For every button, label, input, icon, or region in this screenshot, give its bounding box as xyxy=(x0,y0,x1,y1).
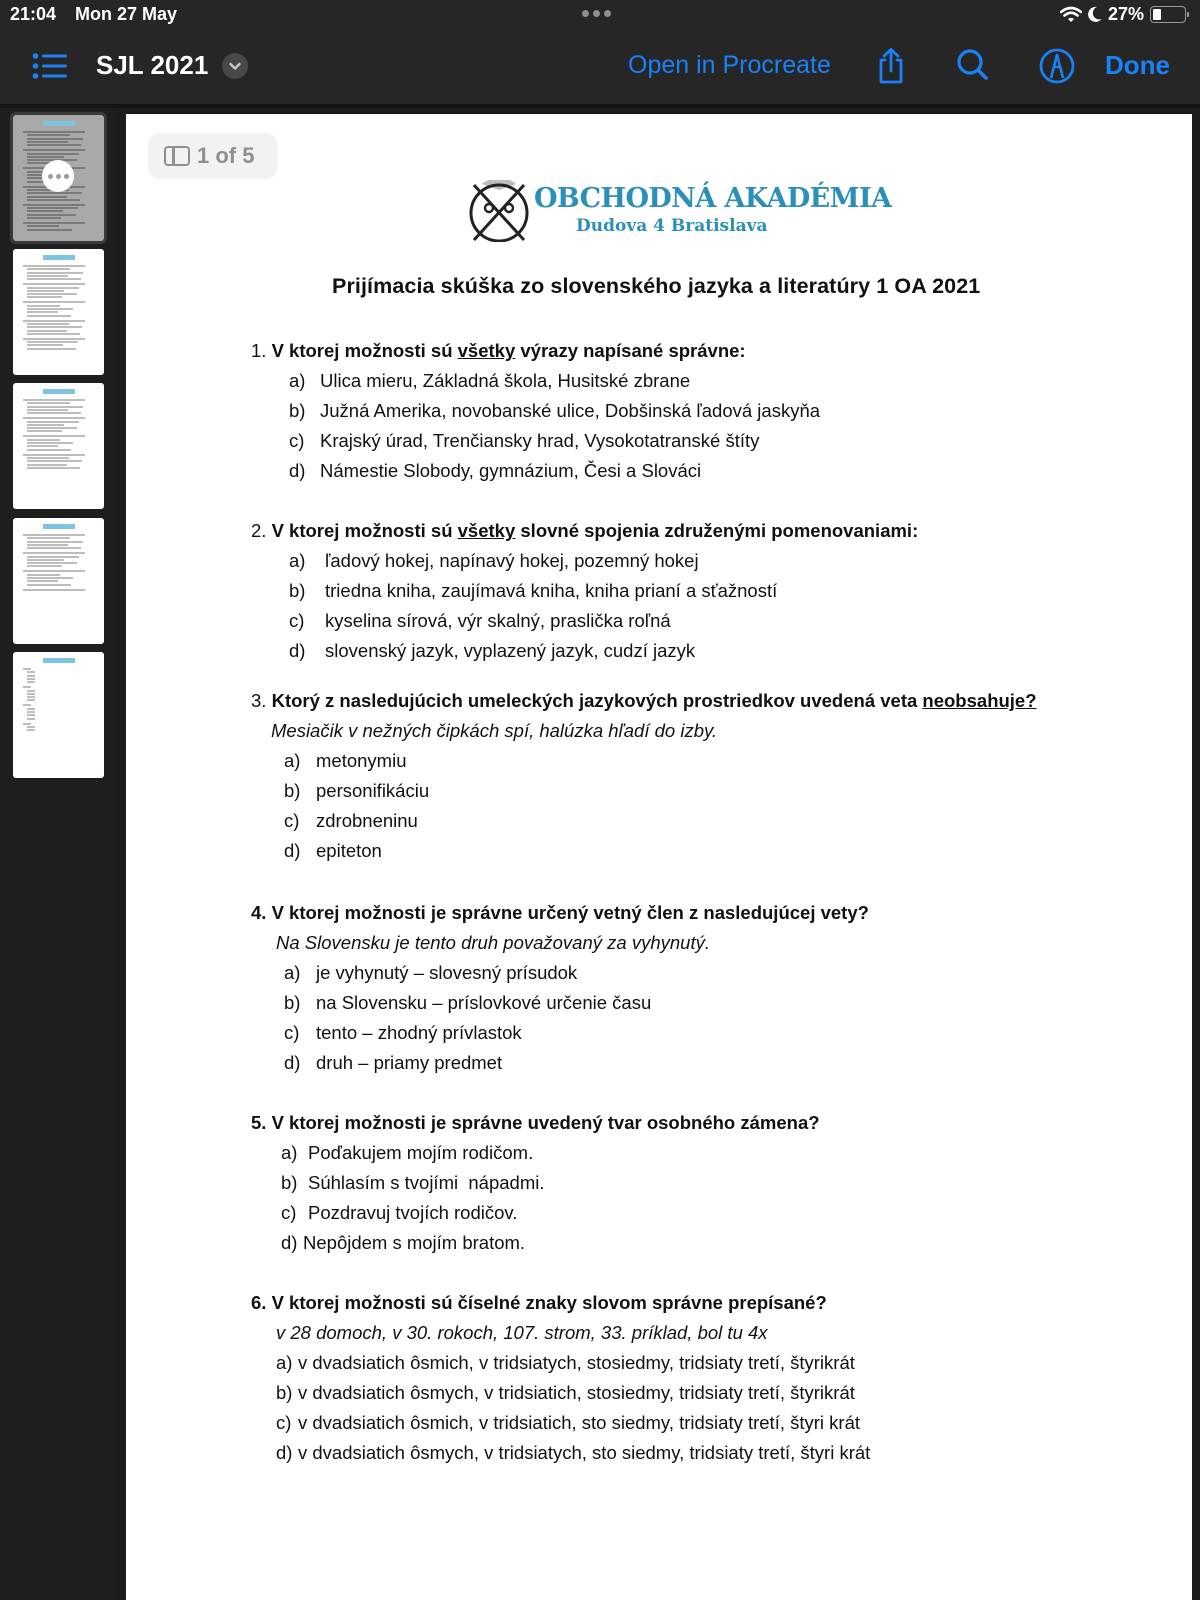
question-emphasis: neobsahuje? xyxy=(922,690,1037,711)
thumbnail-text-line xyxy=(27,311,58,313)
thumbnail-text-line xyxy=(23,149,85,151)
thumbnail-text-line xyxy=(23,131,85,133)
option-text: Nepôjdem s mojím bratom. xyxy=(303,1232,526,1253)
thumbnail-logo xyxy=(43,524,75,529)
thumbnail-text-line xyxy=(27,348,76,350)
question-number: 5. xyxy=(251,1112,267,1133)
option-letter: a) xyxy=(289,370,306,391)
option-text: Súhlasím s tvojími nápadmi. xyxy=(308,1172,545,1193)
question-text: slovné spojenia združenými pomenovaniami: xyxy=(515,520,919,541)
battery-icon xyxy=(1150,6,1186,23)
option-1b xyxy=(289,400,820,422)
option-letter: d) xyxy=(284,1052,301,1073)
thumbnail-text-line xyxy=(23,534,85,536)
thumbnail-text-line xyxy=(27,344,63,346)
wifi-icon xyxy=(1060,6,1082,23)
thumbnail-text-line xyxy=(23,265,85,267)
thumbnail-text-line xyxy=(23,668,31,670)
thumbnail-text-line xyxy=(27,144,81,146)
option-text: epiteton xyxy=(316,840,382,861)
thumbnail-text-line xyxy=(23,723,31,725)
thumbnail-text-line xyxy=(27,412,81,414)
option-letter: d) xyxy=(281,1232,298,1253)
thumbnail-text-line xyxy=(27,287,79,289)
option-letter: c) xyxy=(284,810,300,831)
option-text: Krajský úrad, Trenčiansky hrad, Vysokotatranské štíty xyxy=(320,430,760,451)
thumbnail-text-line xyxy=(27,574,60,576)
option-text: Pozdravuj tvojích rodičov. xyxy=(308,1202,518,1223)
option-5c xyxy=(281,1202,517,1224)
thumbnail-text-line xyxy=(27,457,69,459)
option-text: Južná Amerika, novobanské ulice, Dobšinská ľadová jaskyňa xyxy=(320,400,821,421)
page-thumbnail-2[interactable] xyxy=(13,249,104,375)
thumbnail-text-line xyxy=(27,424,64,426)
page-thumbnail-4[interactable] xyxy=(13,518,104,644)
option-text: v dvadsiatich ôsmich, v tridsiatych, stosiedmy, tridsiaty tretí, štyrikrát xyxy=(298,1352,855,1373)
multitasking-dots-icon[interactable] xyxy=(582,10,611,17)
thumbnail-text-line xyxy=(27,427,77,429)
question-emphasis: všetky xyxy=(457,520,516,541)
option-letter: b) xyxy=(284,992,301,1013)
thumbnail-text-line xyxy=(27,421,79,423)
thumbnail-text-line xyxy=(23,704,31,706)
option-text: v dvadsiatich ôsmych, v tridsiatych, sto siedmy, tridsiaty tretí, štyri krát xyxy=(298,1442,871,1463)
option-text: slovenský jazyk, vyplazený jazyk, cudzí jazyk xyxy=(325,640,696,661)
question-6 xyxy=(251,1292,827,1314)
thumbnail-text-line xyxy=(27,326,82,328)
open-in-procreate-button[interactable]: Open in Procreate xyxy=(628,51,831,79)
search-icon[interactable] xyxy=(953,46,993,86)
option-text: triedna kniha, zaujímavá kniha, kniha prianí a sťažností xyxy=(325,580,778,601)
question-2 xyxy=(251,520,918,542)
thumbnail-text-line xyxy=(27,442,73,444)
pdf-toolbar xyxy=(0,30,1200,104)
thumbnail-text-line xyxy=(23,552,85,554)
question-text: V ktorej možnosti sú xyxy=(271,340,458,361)
option-6d xyxy=(276,1442,870,1464)
thumbnail-text-line xyxy=(27,308,73,310)
option-letter: a) xyxy=(289,550,306,571)
option-letter: d) xyxy=(284,840,301,861)
thumbnail-text-line xyxy=(27,711,35,713)
status-bar xyxy=(0,0,1200,30)
thumbnail-text-line xyxy=(27,678,35,680)
thumbnail-text-line xyxy=(23,204,85,206)
option-text: tento – zhodný prívlastok xyxy=(316,1022,522,1043)
document-title[interactable]: SJL 2021 xyxy=(96,50,209,80)
thumbnail-text-line xyxy=(27,196,67,198)
option-text: zdrobneninu xyxy=(316,810,418,831)
thumbnail-text-line xyxy=(27,726,35,728)
owl-logo-icon xyxy=(468,180,530,242)
thumbnail-text-line xyxy=(27,199,80,201)
question-number: 1. xyxy=(251,340,267,361)
thumbnail-text-line xyxy=(27,409,68,411)
option-2d xyxy=(289,640,695,662)
thumbnail-text-line xyxy=(27,293,77,295)
thumbnail-text-line xyxy=(27,214,76,216)
question-number: 4. xyxy=(251,902,267,923)
thumbnail-text-line xyxy=(27,708,35,710)
thumbnail-text-line xyxy=(23,417,85,419)
option-letter: a) xyxy=(281,1142,298,1163)
thumbnail-text-line xyxy=(27,577,73,579)
question-6-example: v 28 domoch, v 30. rokoch, 107. strom, 33. príklad, bol tu 4x xyxy=(276,1322,768,1343)
thumbnail-text-line xyxy=(27,217,61,219)
status-time: 21:04 xyxy=(10,4,57,24)
page-thumbnail-3[interactable] xyxy=(13,383,104,509)
option-4a xyxy=(284,962,577,984)
share-icon[interactable] xyxy=(871,46,911,86)
thumbnail-logo xyxy=(43,255,75,260)
thumbnail-text-line xyxy=(27,541,83,543)
thumbnail-text-line xyxy=(27,275,68,277)
question-number: 2. xyxy=(251,520,267,541)
option-letter: c) xyxy=(281,1202,297,1223)
thumbnail-logo xyxy=(43,121,75,126)
markup-pen-icon[interactable] xyxy=(1037,46,1077,86)
thumbnail-sidebar[interactable] xyxy=(0,108,118,1600)
thumbnail-text-line xyxy=(27,699,35,701)
thumbnail-text-line xyxy=(27,439,60,441)
thumbnail-text-line xyxy=(23,222,85,224)
option-4b xyxy=(284,992,651,1014)
thumbnail-text-line xyxy=(27,305,60,307)
question-text: výrazy napísané správne: xyxy=(515,340,746,361)
option-letter: c) xyxy=(276,1412,292,1433)
thumbnail-text-line xyxy=(27,556,79,558)
option-letter: b) xyxy=(284,780,301,801)
option-2b xyxy=(289,580,777,602)
option-6b xyxy=(276,1382,855,1404)
thumbnail-text-line xyxy=(27,681,35,683)
thumbnail-text-line xyxy=(27,718,35,720)
option-1a xyxy=(289,370,690,392)
thumbnail-text-line xyxy=(27,445,58,447)
question-text: Ktorý z nasledujúcich umeleckých jazykových prostriedkov uvedená veta xyxy=(271,690,923,711)
thumbnail-text-line xyxy=(23,338,85,340)
thumbnail-text-line xyxy=(27,153,79,155)
thumbnail-text-line xyxy=(27,268,70,270)
battery-level xyxy=(1153,9,1161,20)
exam-title: Prijímacia skúška zo slovenského jazyka a literatúry 1 OA 2021 xyxy=(332,274,981,298)
page-thumbnail-5[interactable] xyxy=(13,652,104,778)
thumbnail-text-line xyxy=(27,547,81,549)
option-text: Poďakujem mojím rodičom. xyxy=(308,1142,534,1163)
option-text: v dvadsiatich ôsmich, v tridsiatich, sto siedmy, tridsiaty tretí, štyri krát xyxy=(298,1412,861,1433)
option-3c xyxy=(284,810,418,832)
option-text: metonymiu xyxy=(316,750,407,771)
thumbnail-text-line xyxy=(23,283,85,285)
question-3-example: Mesiačik v nežných čipkách spí, halúzka hľadí do izby. xyxy=(271,720,717,741)
option-text: je vyhynutý – slovesný prísudok xyxy=(316,962,578,983)
question-text: V ktorej možnosti sú číselné znaky slovom správne prepísané? xyxy=(271,1292,827,1313)
option-letter: b) xyxy=(276,1382,293,1403)
thumbnail-text-line xyxy=(23,301,85,303)
question-number: 3. xyxy=(251,690,267,711)
thumbnail-text-line xyxy=(27,290,64,292)
option-letter: b) xyxy=(289,580,306,601)
option-letter: c) xyxy=(289,430,305,451)
thumbnail-text-line xyxy=(27,537,70,539)
thumbnail-text-line xyxy=(27,278,81,280)
option-6a xyxy=(276,1352,855,1374)
thumbnail-text-line xyxy=(27,460,82,462)
done-button[interactable]: Done xyxy=(1105,50,1170,80)
thumbnail-text-line xyxy=(27,671,35,673)
option-2c xyxy=(289,610,671,632)
thumbnail-text-line xyxy=(27,675,35,677)
option-1d xyxy=(289,460,701,482)
question-emphasis: všetky xyxy=(457,340,516,361)
thumbnail-text-line xyxy=(27,207,78,209)
thumbnail-text-line xyxy=(27,138,83,140)
ellipsis-icon[interactable] xyxy=(42,160,74,192)
logo-school-name: OBCHODNÁ AKADÉMIA xyxy=(534,183,892,214)
battery-percent: 27% xyxy=(1107,4,1144,24)
option-5a xyxy=(281,1142,533,1164)
option-letter: d) xyxy=(276,1442,293,1463)
thumbnail-text-line xyxy=(27,430,62,432)
thumbnail-logo xyxy=(43,389,75,394)
option-text: ľadový hokej, napínavý hokej, pozemný hokej xyxy=(325,550,699,571)
chevron-down-icon[interactable] xyxy=(222,53,248,79)
question-text: V ktorej možnosti sú xyxy=(271,520,458,541)
list-icon[interactable] xyxy=(32,52,68,80)
option-text: personifikáciu xyxy=(316,780,430,801)
option-letter: d) xyxy=(289,640,306,661)
thumbnail-text-line xyxy=(27,333,80,335)
option-text: Ulica mieru, Základná škola, Husitské zbrane xyxy=(320,370,691,391)
option-5b xyxy=(281,1172,544,1194)
thumbnail-text-line xyxy=(27,156,64,158)
page-indicator-label: 1 of 5 xyxy=(197,143,255,168)
option-3a xyxy=(284,750,406,772)
option-text: kyselina sírová, výr skalný, praslička roľná xyxy=(325,610,671,631)
thumbnail-text-line xyxy=(27,559,64,561)
thumbnail-text-line xyxy=(27,210,63,212)
option-3d xyxy=(284,840,382,862)
thumbnail-text-line xyxy=(27,693,35,695)
question-1 xyxy=(251,340,746,362)
question-4 xyxy=(251,902,869,924)
thumbnail-text-line xyxy=(27,296,62,298)
option-letter: a) xyxy=(284,962,301,983)
thumbnail-text-line xyxy=(27,580,58,582)
option-letter: c) xyxy=(284,1022,300,1043)
thumbnail-text-line xyxy=(27,467,80,469)
thumbnail-text-line xyxy=(23,454,85,456)
option-text: Námestie Slobody, gymnázium, Česi a Slováci xyxy=(320,460,702,481)
thumbnail-text-line xyxy=(27,134,70,136)
option-letter: a) xyxy=(284,750,301,771)
thumbnail-logo xyxy=(43,658,75,663)
option-letter: d) xyxy=(289,460,306,481)
option-letter: c) xyxy=(289,610,305,631)
thumbnail-text-line xyxy=(27,714,35,716)
option-1c xyxy=(289,430,759,452)
moon-icon xyxy=(1088,6,1102,23)
thumbnail-text-line xyxy=(27,696,35,698)
option-text: druh – priamy predmet xyxy=(316,1052,503,1073)
option-letter: b) xyxy=(281,1172,298,1193)
thumbnail-text-line xyxy=(27,229,72,231)
status-date: Mon 27 May xyxy=(75,4,178,24)
thumbnail-text-line xyxy=(27,690,35,692)
thumbnail-text-line xyxy=(23,570,85,572)
option-2a xyxy=(289,550,699,572)
option-text: v dvadsiatich ôsmych, v tridsiatich, stosiedmy, tridsiaty tretí, štyrikrát xyxy=(298,1382,855,1403)
option-6c xyxy=(276,1412,860,1434)
question-4-example: Na Slovensku je tento druh považovaný za vyhynutý. xyxy=(276,932,710,953)
thumbnail-text-line xyxy=(27,406,83,408)
thumbnail-text-line xyxy=(27,729,35,731)
thumbnail-text-line xyxy=(27,584,71,586)
thumbnail-text-line xyxy=(27,323,69,325)
question-5 xyxy=(251,1112,820,1134)
thumbnail-text-line xyxy=(27,449,71,451)
option-4d xyxy=(284,1052,502,1074)
thumbnail-text-line xyxy=(27,562,77,564)
thumbnail-text-line xyxy=(27,141,68,143)
toolbar-divider xyxy=(0,104,1200,108)
thumbnail-text-line xyxy=(27,402,70,404)
thumbnail-text-line xyxy=(27,330,67,332)
thumbnail-text-line xyxy=(23,399,85,401)
thumbnail-text-line xyxy=(27,225,59,227)
question-text: V ktorej možnosti je správne uvedený tvar osobného zámena? xyxy=(271,1112,820,1133)
sidebar-toggle-icon xyxy=(164,146,190,166)
thumbnail-text-line xyxy=(23,320,85,322)
question-number: 6. xyxy=(251,1292,267,1313)
question-3 xyxy=(251,690,1037,712)
page-indicator[interactable] xyxy=(148,133,278,179)
option-text: na Slovensku – príslovkové určenie času xyxy=(316,992,652,1013)
question-text: V ktorej možnosti je správne určený vetný člen z nasledujúcej vety? xyxy=(271,902,869,923)
thumbnail-text-line xyxy=(27,565,62,567)
option-5d xyxy=(281,1232,525,1254)
thumbnail-text-line xyxy=(23,686,31,688)
thumbnail-text-line xyxy=(23,435,85,437)
option-3b xyxy=(284,780,429,802)
option-4c xyxy=(284,1022,522,1044)
thumbnail-text-line xyxy=(27,464,67,466)
thumbnail-text-line xyxy=(27,192,82,194)
logo-address: Dudova 4 Bratislava xyxy=(576,216,768,236)
thumbnail-text-line xyxy=(27,272,83,274)
thumbnail-text-line xyxy=(27,544,68,546)
thumbnail-text-line xyxy=(27,315,71,317)
thumbnail-text-line xyxy=(27,341,78,343)
option-letter: b) xyxy=(289,400,306,421)
thumbnail-text-line xyxy=(23,589,85,591)
school-logo xyxy=(468,180,892,242)
option-letter: a) xyxy=(276,1352,293,1373)
